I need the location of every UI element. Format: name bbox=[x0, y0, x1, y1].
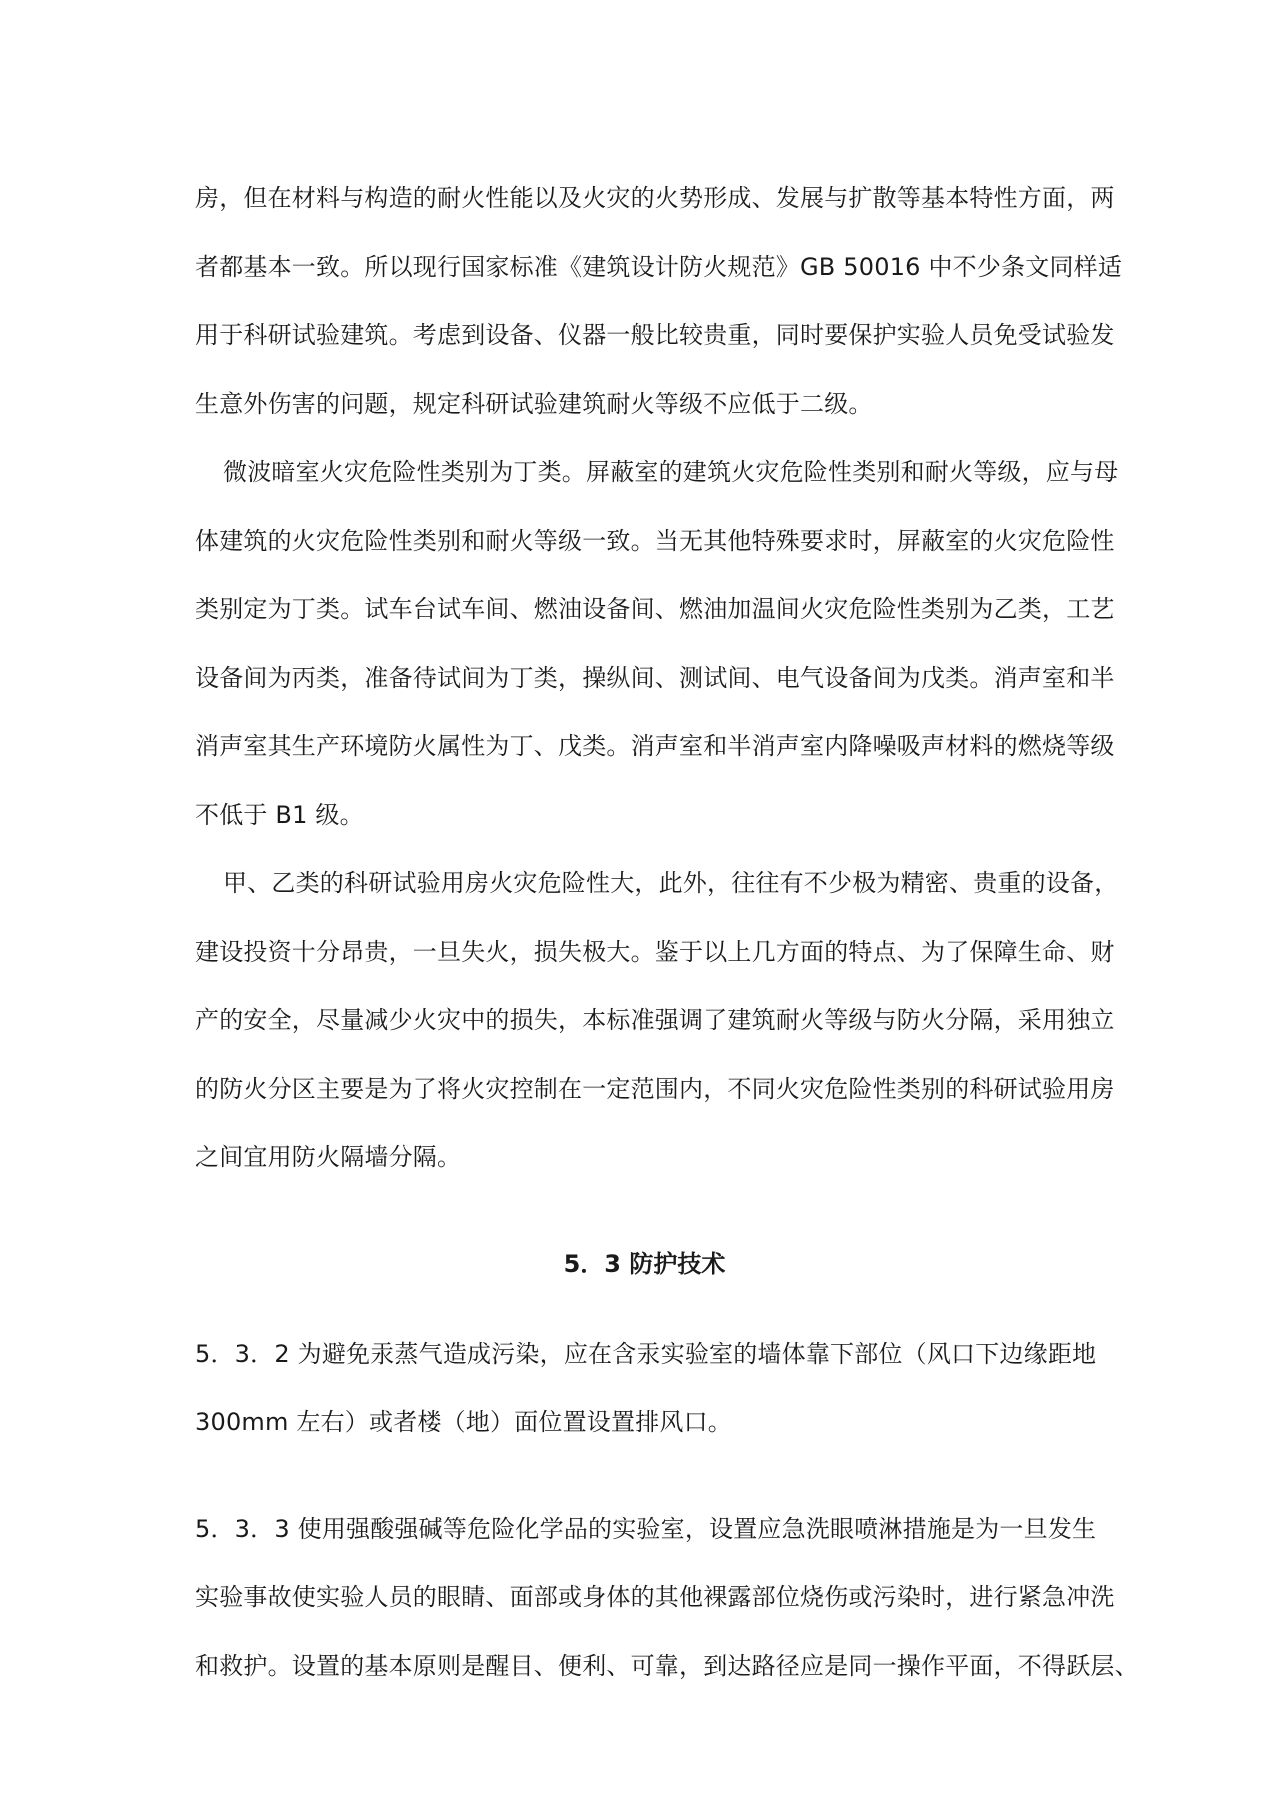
text-line: 300mm 左右）或者楼（地）面位置设置排风口。 bbox=[195, 1408, 732, 1436]
text-line: 5．3．2 为避免汞蒸气造成污染，应在含汞实验室的墙体靠下部位（风口下边缘距地 bbox=[195, 1339, 1097, 1368]
text-line: 的防火分区主要是为了将火灾控制在一定范围内，不同火灾危险性类别的科研试验用房 bbox=[195, 1074, 1115, 1103]
text-line: 5．3．3 使用强酸强碱等危险化学品的实验室，设置应急洗眼喷淋措施是为一旦发生 bbox=[195, 1514, 1097, 1543]
text-line: 房，但在材料与构造的耐火性能以及火灾的火势形成、发展与扩散等基本特性方面，两 bbox=[195, 184, 1115, 212]
text-line: 生意外伤害的问题，规定科研试验建筑耐火等级不应低于二级。 bbox=[195, 389, 873, 418]
text-line: 微波暗室火灾危险性类别为丁类。屏蔽室的建筑火灾危险性类别和耐火等级，应与母 bbox=[223, 458, 1119, 486]
clause-5-3-3 bbox=[195, 1495, 1139, 1701]
paragraph-hazard-categories bbox=[195, 438, 1119, 849]
text-line: 甲、乙类的科研试验用房火灾危险性大，此外，往往有不少极为精密、贵重的设备， bbox=[223, 869, 1119, 897]
text-line: 不低于 B1 级。 bbox=[195, 800, 364, 829]
text-line: 类别定为丁类。试车台试车间、燃油设备间、燃油加温间火灾危险性类别为乙类，工艺 bbox=[195, 595, 1115, 623]
text-line: 和救护。设置的基本原则是醒目、便利、可靠，到达路径应是同一操作平面，不得跃层、 bbox=[195, 1651, 1139, 1680]
text-line: 消声室其生产环境防火属性为丁、戊类。消声室和半消声室内降噪吸声材料的燃烧等级 bbox=[195, 732, 1115, 760]
clause-5-3-2 bbox=[195, 1320, 1097, 1457]
text-line: 者都基本一致。所以现行国家标准《建筑设计防火规范》GB 50016 中不少条文同样适 bbox=[195, 252, 1123, 281]
paragraph-fire-separation bbox=[195, 849, 1119, 1192]
section-heading: 5．3 防护技术 bbox=[563, 1249, 726, 1278]
paragraph-fire-rating bbox=[195, 164, 1123, 438]
text-line: 用于科研试验建筑。考虑到设备、仪器一般比较贵重，同时要保护实验人员免受试验发 bbox=[195, 321, 1115, 349]
text-line: 产的安全，尽量减少火灾中的损失，本标准强调了建筑耐火等级与防火分隔，采用独立 bbox=[195, 1006, 1115, 1034]
text-line: 建设投资十分昂贵，一旦失火，损失极大。鉴于以上几方面的特点、为了保障生命、财 bbox=[195, 937, 1115, 966]
text-line: 设备间为丙类，准备待试间为丁类，操纵间、测试间、电气设备间为戊类。消声室和半 bbox=[195, 663, 1115, 692]
text-line: 之间宜用防火隔墙分隔。 bbox=[195, 1143, 462, 1171]
text-line: 实验事故使实验人员的眼睛、面部或身体的其他裸露部位烧伤或污染时，进行紧急冲洗 bbox=[195, 1583, 1115, 1611]
text-line: 体建筑的火灾危险性类别和耐火等级一致。当无其他特殊要求时，屏蔽室的火灾危险性 bbox=[195, 526, 1115, 555]
